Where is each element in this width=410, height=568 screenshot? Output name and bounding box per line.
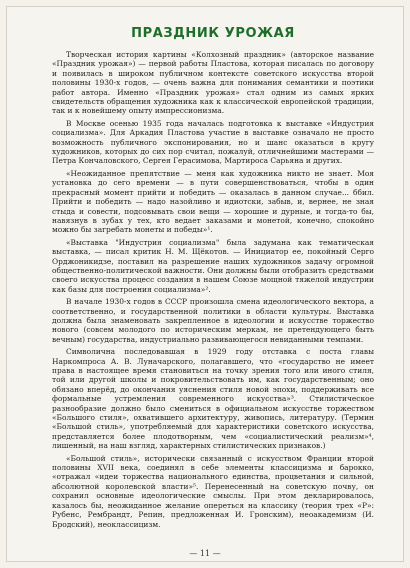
- paragraph: «Выставка "Индустрия социализма" была задумана как тематическая выставка, — писал критик Н. М. Щёкотов. — Инициатор ее, покойный Серго Орджоникидзе, поставил на разрешение наших художников задачу огромной общественно-политической важности. Они должны были отобразить средствами своего искусства процесс создания в нашем Союзе мощной тяжелой индустрии как базы для построения социализма»².: [52, 237, 374, 294]
- paragraph: Творческая история картины «Колхозный праздник» (авторское название «Праздник урожая») — первой работы Пластова, которая писалась по договору и появилась в широком публичном контексте советского искусства второй половины 1930-х годов, — очень важна для понимания семантики и поэтики работ автора. Именно «Праздник урожая» стал одним из самых ярких свидетельств обращения художника как к классической европейской традиции, так и к новейшему опыту импрессионизма.: [52, 50, 374, 116]
- page-content: [52, 26, 374, 550]
- paragraph: «Неожиданное препятствие — меня как художника никто не знает. Моя установка до сего времени — в пути совершенствоваться, чтобы в один прекрасный момент прийти и победить — оказалась в данном случае... ббил. Прийти и победить — надо назойливо и идиотски, забыв, и, вернее, не зная стыда и совести, подсовывать свои вещи — хорошие и дурные, и тогда-то бы, навязнув в зубах у тех, кто ведает заказами и монетой, конечно, спокойно можно бы загребать монеты и победы»¹.: [52, 168, 374, 235]
- page-number: — 11 —: [189, 549, 221, 558]
- paragraph: В Москве осенью 1935 года началась подготовка к выставке «Индустрия социализма». Для Аркадия Пластова участие в выставке означало не просто возможность публичного экспонирования, но и шанс оказаться в кругу художников, которых до сих пор считал, пожалуй, отличнейшими мастерами — Петра Кончаловского, Сергея Герасимова, Мартироса Сарьяна и других.: [52, 118, 374, 166]
- paragraph: Символична последовавшая в 1929 году отставка с поста главы Наркомпроса А. В. Луначарского, полагавшего, что «государство не имеет права в настоящее время становиться на точку зрения того или иного стиля, той или другой школы и покровительствовать им, как государственным; оно обязано вперёд, до окончания уяснения стиля новой эпохи, поддерживать все формальные устремления современного искусства»³. Стилистическое разнообразие должно было смениться в официальном искусстве торжеством «Большого стиля», охватившего архитектуру, живопись, литературу. (Термин «Большой стиль», употребляемый для характеристики советского искусства, представляется более плодотворным, чем «социалистический реализм»⁴, лишенный, на наш взгляд, характерных стилистических признаков.): [52, 347, 374, 451]
- page-title: ПРАЗДНИК УРОЖАЯ: [131, 26, 295, 41]
- paragraph: В начале 1930-х годов в СССР произошла смена идеологического вектора, а соответственно, и государственной политики в области культуры. Выставка должна была знаменовать закрепленное в идеологии и искусстве торжество нового (совсем молодого по историческим меркам, не претендующего быть вечным) государства, индустриально развивающегося невиданными темпами.: [52, 297, 374, 344]
- paragraph: «Большой стиль», исторически связанный с искусством Франции второй половины XVII века, соединял в себе элементы классицизма и барокко, «отражал «идеи торжества национального единства, процветания и сильной, абсолютной королевской власти»⁵. Перенесенный на советскую почву, он сохранил основные идеологические смыслы. При этом декларировалось, казалось бы, неожиданное желание опереться на классику (теория трех «Р»: Рубенс, Рембрандт, Репин, предложенная И. Гронским), неоакадемизм (И. Бродский), неоклассицизм.: [52, 453, 374, 529]
